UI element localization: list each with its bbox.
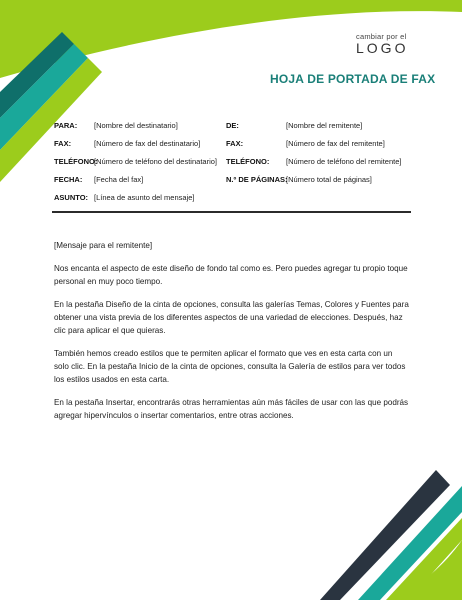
field-row-asunto [54, 193, 414, 211]
body-paragraph: Nos encanta el aspecto de este diseño de fondo tal como es. Pero puedes agregar tu propio toque personal en muy poco tiempo. [54, 264, 408, 287]
label-de: DE: [226, 121, 239, 130]
label-pages: N.º DE PÁGINAS: [226, 175, 288, 184]
value-subject[interactable]: [Línea de asunto del mensaje] [94, 193, 195, 202]
fax-fields [54, 121, 414, 211]
body-paragraph: En la pestaña Insertar, encontrarás otras herramientas aún más fáciles de usar con las que podrás agregar hipervínculos o insertar comentarios, entre otras acciones. [54, 398, 409, 420]
document-title: HOJA DE PORTADA DE FAX [270, 72, 436, 86]
label-phone-sender: TELÉFONO: [226, 157, 270, 166]
value-fax-recipient[interactable]: [Número de fax del destinatario] [94, 139, 201, 148]
divider-line [52, 211, 411, 213]
field-row-telefono [54, 157, 414, 175]
value-fax-sender[interactable]: [Número de fax del remitente] [286, 139, 385, 148]
value-phone-sender[interactable]: [Número de teléfono del remitente] [286, 157, 402, 166]
field-row-fax [54, 139, 414, 157]
value-date[interactable]: [Fecha del fax] [94, 175, 144, 184]
label-subject: ASUNTO: [54, 193, 89, 202]
body-paragraph: En la pestaña Diseño de la cinta de opciones, consulta las galerías Temas, Colores y Fuentes para obtener una vista previa de los diferentes aspectos de una variedad de elecciones. Después, haz clic para aplicar el que quieras. [54, 300, 409, 335]
value-de[interactable]: [Nombre del remitente] [286, 121, 363, 130]
logo-caption: cambiar por el [356, 32, 407, 41]
field-row-fecha [54, 175, 414, 193]
message-body[interactable] [54, 240, 409, 433]
logo-placeholder[interactable] [356, 32, 416, 56]
logo-text: LOGO [356, 40, 409, 56]
value-para[interactable]: [Nombre del destinatario] [94, 121, 178, 130]
label-phone-recipient: TELÉFONO: [54, 157, 98, 166]
value-pages[interactable]: [Número total de páginas] [286, 175, 372, 184]
label-fax-recipient: FAX: [54, 139, 72, 148]
value-phone-recipient[interactable]: [Número de teléfono del destinatario] [94, 157, 217, 166]
label-date: FECHA: [54, 175, 83, 184]
field-row-para [54, 121, 414, 139]
body-paragraph: También hemos creado estilos que te permiten aplicar el formato que ves en esta carta con un solo clic. En la pestaña Inicio de la cinta de opciones, consulta la Galería de estilos para ver todos los estilos usados en esta carta. [54, 349, 406, 384]
label-fax-sender: FAX: [226, 139, 244, 148]
label-para: PARA: [54, 121, 78, 130]
message-placeholder: [Mensaje para el remitente] [54, 241, 153, 250]
